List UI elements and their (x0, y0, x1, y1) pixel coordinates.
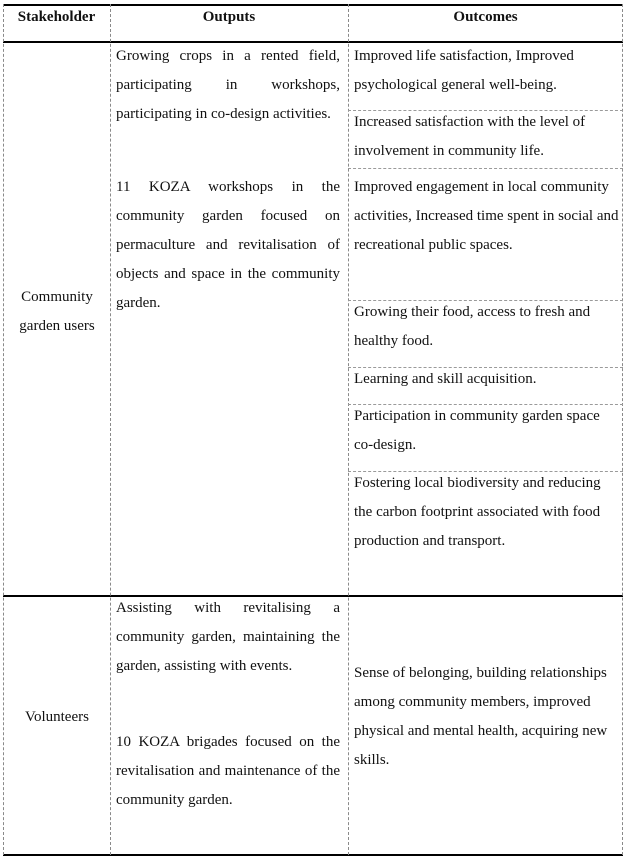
outcome-item: Increased satisfaction with the level of involvement in community life. (354, 114, 586, 159)
header-outputs: Outputs (202, 9, 256, 25)
output-paragraph: Assisting with revitalising a community garden, maintaining the garden, assisting with events. (116, 600, 340, 674)
column-divider (348, 4, 349, 855)
output-paragraph: 10 KOZA brigades focused on the revitalisation and maintenance of the community garden. (116, 734, 340, 808)
stakeholder-cell: Volunteers (25, 709, 89, 725)
outcome-item: Participation in community garden space co-design. (354, 408, 600, 453)
header-stakeholder: Stakeholder (17, 9, 96, 25)
header-outcomes: Outcomes (453, 9, 518, 25)
outputs-cell (116, 42, 340, 318)
output-paragraph: Growing crops in a rented field, participating in workshops, participating in co-design activities. (116, 48, 340, 122)
column-divider (622, 4, 623, 855)
output-paragraph: 11 KOZA workshops in the community garden focused on permaculture and revitalisation of objects and space in the community garden. (116, 179, 340, 311)
paragraph-gap (116, 129, 340, 173)
stakeholder-cell: Community garden users (19, 289, 95, 334)
column-divider (110, 4, 111, 855)
column-divider (3, 4, 4, 855)
outcome-item: Learning and skill acquisition. (354, 371, 537, 387)
outcome-item: Improved life satisfaction, Improved psychological general well-being. (354, 48, 574, 93)
outputs-cell (116, 594, 340, 815)
outcome-item: Improved engagement in local community activities, Increased time spent in social and recreational public spaces. (354, 179, 619, 253)
outcome-separator (348, 168, 623, 169)
paragraph-gap (116, 681, 340, 728)
outcome-item: Fostering local biodiversity and reducing the carbon footprint associated with food production and transport. (354, 475, 601, 549)
outcome-item: Sense of belonging, building relationships among community members, improved physical and mental health, acquiring new skills. (354, 665, 608, 768)
outcome-item: Growing their food, access to fresh and healthy food. (354, 304, 591, 349)
table-bottom-rule (3, 854, 623, 856)
